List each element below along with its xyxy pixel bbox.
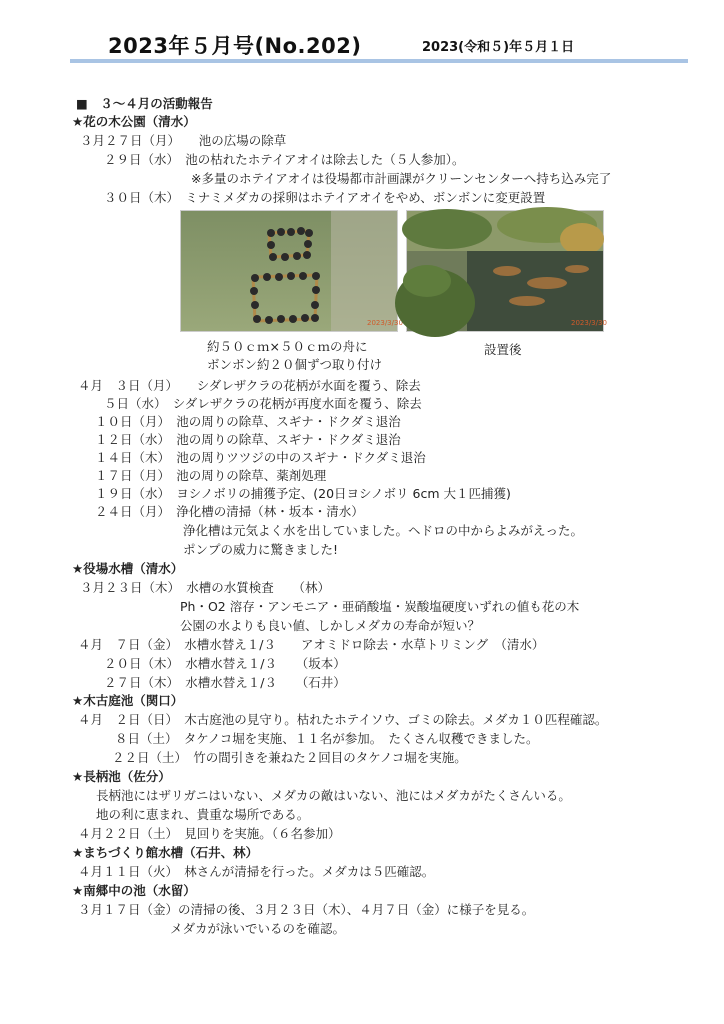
yakuba-row-1: ３月２３日（木） 水槽の水質検査 （林） (80, 580, 331, 595)
yakuba-row-3: 公園の水よりも良い値、しかしメダカの寿命が短い？ (180, 618, 481, 633)
issue-date: 2023(令和５)年５月１日 (422, 40, 575, 55)
hananoki-row-7: １０日（月） 池の周りの除草、スギナ・ドクダミ退治 (95, 414, 401, 429)
kogoba-row-2: ８日（土） タケノコ堀を実施、１１名が参加。 たくさん収穫できました。 (115, 731, 539, 746)
yakuba-row-6: ２７日（木） 水槽水替え１/３ （石井） (104, 675, 346, 690)
photo-caption-1a: 約５０ｃｍ×５０ｃｍの舟に (207, 339, 368, 354)
machizukuri-row-1: ４月１１日（火） 林さんが清掃を行った。メダカは５匹確認。 (78, 864, 435, 879)
hananoki-row-1: ３月２７日（月） 池の広場の除草 (80, 133, 287, 148)
nagae-row-1: 長柄池にはザリガニはいない、メダカの敵はいない、池にはメダカがたくさんいる。 (96, 788, 571, 803)
hananoki-row-11: １９日（水） ヨシノボリの捕獲予定、(20日ヨシノボリ 6cm 大１匹捕獲) (95, 486, 511, 501)
hananoki-row-6: ５日（水） シダレザクラの花柄が再度水面を覆う、除去 (104, 396, 422, 411)
nagae-row-3: ４月２２日（土） 見回りを実施。（６名参加） (78, 826, 341, 841)
section-nagae-title: ★長柄池（佐分） (72, 769, 171, 784)
yakuba-row-4: ４月 ７日（金） 水槽水替え１/３ アオミドロ除去・水草トリミング （清水） (78, 637, 545, 652)
photo-date-stamp-2: 2023/3/30 (571, 319, 607, 327)
hananoki-row-8: １２日（水） 池の周りの除草、スギナ・ドクダミ退治 (95, 432, 401, 447)
hananoki-row-10: １７日（月） 池の周りの除草、薬剤処理 (95, 468, 327, 483)
photo-bonbon-boats (180, 210, 403, 332)
section-kogoba-title: ★木古庭池（関口） (72, 693, 184, 708)
hananoki-row-2: ２９日（水） 池の枯れたホテイアオイは除去した（５人参加）。 (104, 152, 465, 167)
kogoba-row-1: ４月 ２日（日） 木古庭池の見守り。枯れたホテイソウ、ゴミの除去。メダカ１０匹程確認。 (78, 712, 608, 727)
photo-caption-2: 設置後 (484, 342, 522, 357)
section-yakuba-title: ★役場水槽（清水） (72, 561, 184, 576)
report-heading: ■ ３～４月の活動報告 (76, 96, 213, 111)
section-hananoki-title: ★花の木公園（清水） (72, 114, 196, 129)
nango-row-1: ３月１７日（金）の清掃の後、３月２３日（木）、４月７日（金）に様子を見る。 (78, 902, 535, 917)
hananoki-row-12: ２４日（月） 浄化槽の清掃（林・坂本・清水） (95, 504, 364, 519)
yakuba-row-5: ２０日（木） 水槽水替え１/３ （坂本） (104, 656, 346, 671)
header-rule (70, 59, 688, 63)
newsletter-title: 2023年５月号(No.202) (108, 34, 362, 58)
photo-caption-1b: ボンボン約２０個ずつ取り付け (207, 357, 383, 372)
section-nango-title: ★南郷中の池（水留） (72, 883, 196, 898)
hananoki-row-5: ４月 ３日（月） シダレザクラの花柄が水面を覆う、除去 (78, 378, 421, 393)
section-machizukuri-title: ★まちづくり館水槽（石井、林） (72, 845, 259, 860)
hananoki-row-13: 浄化槽は元気よく水を出していました。ヘドロの中からよみがえった。 (183, 523, 584, 538)
photo-date-stamp-1: 2023/3/30 (367, 319, 403, 327)
hananoki-row-4: ３０日（木） ミナミメダカの採卵はホテイアオイをやめ、ボンボンに変更設置 (104, 190, 546, 205)
kogoba-row-3: ２２日（土） 竹の間引きを兼ねた２回目のタケノコ堀を実施。 (112, 750, 467, 765)
hananoki-row-9: １４日（木） 池の周りツツジの中のスギナ・ドクダミ退治 (95, 450, 426, 465)
photo-pond-after (406, 210, 607, 332)
hananoki-row-3: ※多量のホテイアオイは役場都市計画課がクリーンセンターへ持ち込み完了 (191, 171, 612, 186)
hananoki-row-14: ポンプの威力に驚きました! (183, 542, 339, 557)
yakuba-row-2: Ph・O2 溶存・アンモニア・亜硝酸塩・炭酸塩硬度いずれの値も花の木 (180, 599, 580, 614)
nango-row-2: メダカが泳いでいるのを確認。 (170, 921, 346, 936)
nagae-row-2: 地の利に恵まれ、貴重な場所である。 (96, 807, 310, 822)
